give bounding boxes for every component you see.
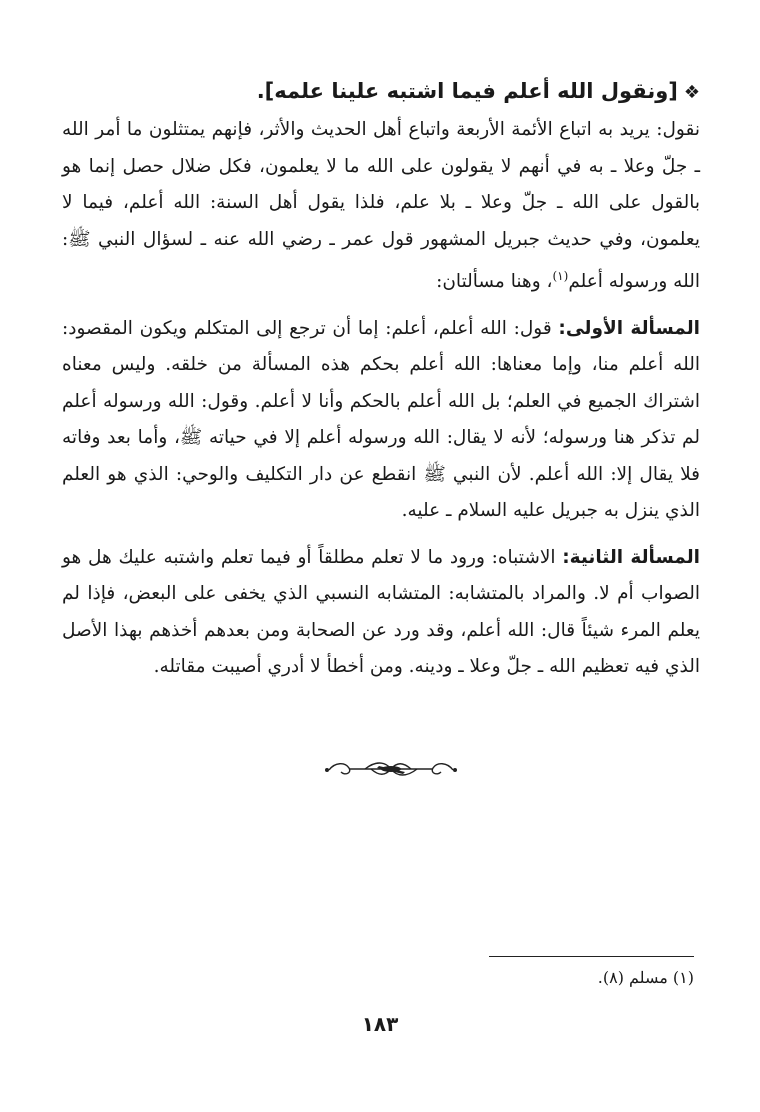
paragraph-text: قول: الله أعلم، أعلم: إما أن ترجع إلى المتكلم ويكون المقصود: الله أعلم منا، وإما معناها: الله أعلم بحكم هذه المسألة من خلقه. وليس معناه اشتراك الجميع في العلم؛ بل الله أعلم بالحكم وأنا لا أعلم. وقول: الله ورسوله أعلم لم تذكر هنا ورسوله؛ لأنه لا يقال: الله ورسوله أعلم إلا في حياته ﷺ، وأما بعد وفاته فلا يقال إلا: الله أعلم. لأن النبي ﷺ انقطع عن دار التكليف والوحي: الذي هو العلم الذي ينزل به جبريل عليه السلام ـ عليه.: [62, 317, 700, 522]
second-issue-label: المسألة الثانية:: [562, 546, 700, 568]
paragraph-text: الاشتباه: ورود ما لا تعلم مطلقاً أو فيما تعلم واشتبه عليك هل هو الصواب أم لا. والمراد بالمتشابه: المتشابه النسبي الذي يخفى على البعض، فإذا لم يعلم المرء شيئاً قال: الله أعلم، وقد ورد عن الصحابة ومن بعدهم أخذهم بهذا الأصل الذي فيه تعظيم الله ـ جلّ وعلا ـ ودينه. ومن أخطأ لا أدري أصيبت مقاتله.: [62, 546, 700, 678]
first-issue-label: المسألة الأولى:: [558, 317, 700, 339]
heading-text: [ونقول الله أعلم فيما اشتبه علينا علمه].: [256, 79, 678, 103]
footnote: (١) مسلم (٨).: [597, 968, 694, 987]
paragraph-intro: [62, 112, 700, 301]
paragraph-first-issue: [62, 311, 700, 530]
paragraph-text: نقول: يريد به اتباع الأئمة الأربعة واتباع أهل الحديث والأثر، فإنهم يمتثلون ما أمر الله ـ جلّ وعلا ـ به في أنهم لا يقولون على الله ما لا يعلمون، فكل ضلال حصل إنما هو بالقول على الله ـ جلّ وعلا ـ بلا علم، فلذا يقول أهل السنة: الله أعلم، فيما لا يعلمون، وفي حديث جبريل المشهور قول عمر ـ رضي الله عنه ـ لسؤال النبي ﷺ: الله ورسوله أعلم: [62, 119, 700, 293]
footnote-separator: [489, 956, 694, 957]
diamond-bullet-icon: ❖: [683, 82, 700, 103]
page-body: [62, 72, 700, 686]
page-number: ١٨٣: [361, 1012, 399, 1036]
paragraph-second-issue: [62, 540, 700, 686]
section-divider-ornament-icon: [321, 756, 461, 782]
section-heading: [62, 72, 700, 112]
paragraph-tail: ، وهنا مسألتان:: [436, 271, 553, 293]
footnote-reference[interactable]: (١): [552, 269, 569, 283]
